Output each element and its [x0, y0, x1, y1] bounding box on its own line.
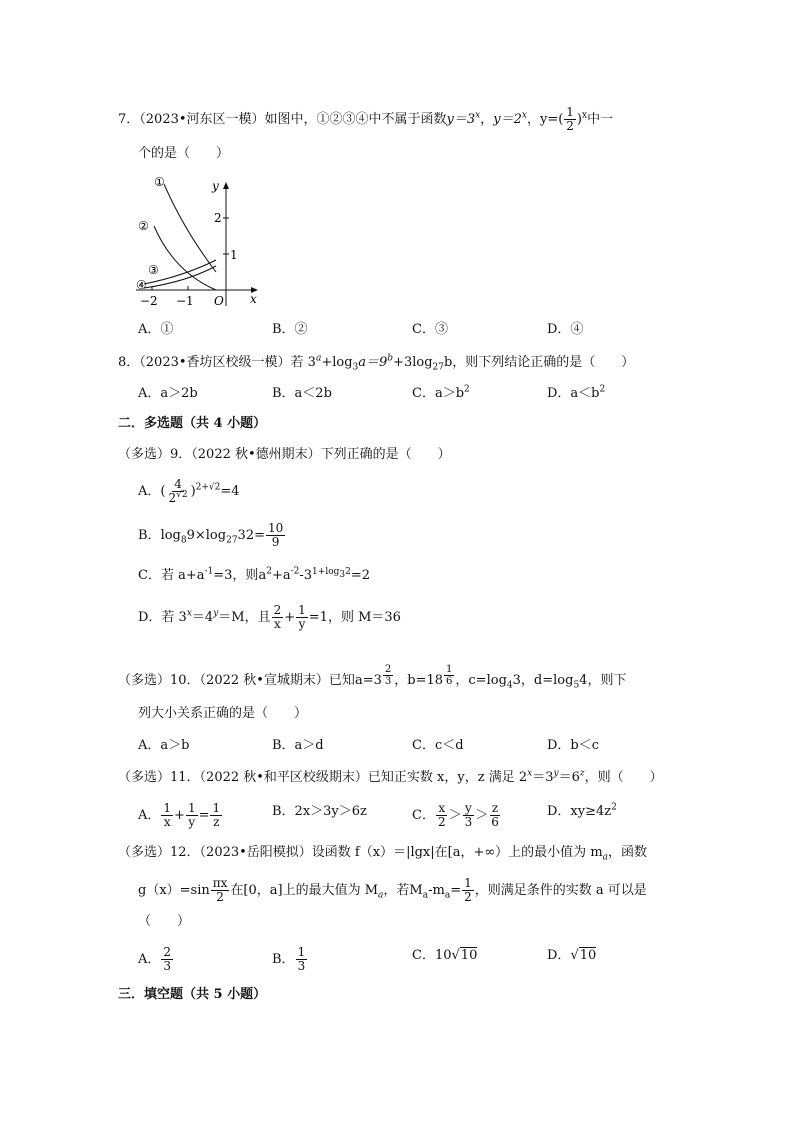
q7-sep2: ，: [526, 112, 540, 127]
q10-option-d: D．b＜c: [547, 738, 600, 753]
q10-a-exp: [383, 664, 393, 687]
q12-option-b: [272, 946, 308, 973]
q7-option-b: B．②: [272, 322, 308, 337]
q12-M: M: [409, 883, 423, 898]
frac-num: z: [491, 801, 499, 815]
q11-stem: [118, 768, 663, 788]
q10-d-sub: 5: [573, 680, 580, 691]
q8-tail: b，则下列结论正确的是（ ）: [443, 355, 635, 370]
q11-c-frac2: [463, 802, 475, 829]
q8-mid3: +3log: [393, 355, 433, 370]
frac-num: 1: [566, 105, 574, 119]
q9-d-text: D．若 3: [138, 610, 187, 625]
q12-d-radicand: 10: [579, 948, 597, 963]
q10-d-tail: 4，则下: [579, 673, 627, 688]
q12-half-frac: [462, 877, 474, 904]
q8-exp-b: b: [387, 353, 394, 364]
q7-func3: y=(: [539, 112, 564, 127]
graph-label-3: ③: [148, 263, 159, 277]
q8-mid2: a＝9: [358, 355, 388, 370]
frac-num: 2: [163, 945, 172, 959]
q9-b-sub1: 8: [180, 535, 187, 546]
frac-num: 1: [212, 801, 221, 815]
curve-2: [154, 226, 216, 290]
q10-option-a: A．a＞b: [138, 738, 190, 753]
q12-c-pre: 10: [434, 948, 452, 963]
q12-c-label: C．: [412, 948, 435, 963]
q10-a-def: a=3: [354, 673, 382, 688]
q11-stem-text: （多选）11．（2022 秋•和平区校级期末）已知正实数 x，y，z 满足 2: [118, 770, 528, 785]
graph-label-1: ①: [154, 175, 165, 189]
q11-c-gt2: ＞: [475, 808, 489, 823]
frac-den: y: [188, 815, 196, 829]
q8-option-b: B．a＜2b: [272, 386, 332, 401]
q12-a-label: A．: [138, 952, 161, 967]
frac-num: 10: [267, 521, 284, 535]
q10-stem: [118, 664, 626, 691]
q10-d-def: d=log: [533, 673, 574, 688]
q8-exp-a: a: [315, 353, 322, 364]
frac-den: 3: [384, 676, 392, 687]
q8-d-exp: 2: [599, 384, 606, 395]
q10-comma1: ，: [394, 673, 408, 688]
graph-tick-m1: −1: [176, 294, 194, 308]
y-axis-arrow: [223, 182, 229, 189]
frac-num: y: [465, 801, 472, 815]
q10-comma2: ，: [455, 673, 469, 688]
q12-sub-a3: a: [422, 890, 429, 901]
q7-func2-exp: x: [521, 110, 527, 121]
q7-func3-frac: [564, 106, 576, 133]
q12-line3: （ ）: [138, 914, 191, 929]
q10-stem1: （多选）10．（2022 秋•宣城期末）已知: [118, 673, 355, 688]
graph-origin: O: [214, 294, 224, 308]
q9-d-mid2: ＝M，且: [218, 610, 271, 625]
q11-a-frac2: [186, 802, 198, 829]
q12-g-tail: ，则满足条件的实数 a 可以是: [474, 883, 647, 898]
q12-g-mid2: ，若: [383, 883, 410, 898]
q9-option-b: [138, 522, 286, 549]
frac-num: 1: [446, 664, 453, 675]
q9-d-frac2: [296, 604, 308, 631]
q12-g-mid: 在[0，a]上的最大值为 M: [230, 883, 379, 898]
graph-y-label: y: [212, 179, 219, 193]
q12-line1-text: （多选）12．（2023•岳阳模拟）设函数 f（x）＝|lgx|在[a，+∞）上的最小值为 m: [118, 845, 603, 860]
q7-option-a: A．①: [138, 322, 174, 337]
q9-b-label: B．: [138, 528, 161, 543]
q8-c-text: C．a＞b: [412, 386, 465, 401]
q8-sub3: 3: [352, 362, 359, 373]
q9-d-mid: ＝4: [191, 610, 214, 625]
frac-den: 3: [297, 959, 306, 973]
q9-c-a: a: [258, 568, 267, 583]
curve-1: [164, 184, 216, 272]
q9-c-exp1: -1: [204, 566, 214, 577]
q8-c-exp: 2: [464, 384, 470, 395]
q9-a-den-exp: √2: [176, 490, 188, 500]
q8-option-d: [547, 384, 605, 404]
q11-option-b: B．2x＞3y＞6z: [272, 804, 367, 819]
q10-line2: 列大小关系正确的是（ ）: [138, 706, 308, 721]
q8-option-c: [412, 384, 470, 404]
q9-c-minus: -3: [299, 568, 313, 583]
frac-num: x: [438, 801, 446, 815]
q12-sub-a4: a: [444, 890, 451, 901]
q11-e3: z: [579, 768, 585, 779]
q11-e2: y: [553, 768, 559, 779]
q7-func2: y＝2: [493, 112, 522, 127]
q11-c-gt1: ＞: [448, 808, 462, 823]
q9-a-label: A．: [138, 484, 161, 499]
q12-eq: =: [450, 883, 462, 898]
frac-den: x: [163, 815, 171, 829]
q10-b-def: b=18: [407, 673, 444, 688]
graph-tick-m2: −2: [140, 294, 158, 308]
frac-den: 2: [566, 119, 574, 133]
frac-den: 2: [464, 890, 472, 904]
section-2-heading: 二．多选题（共 4 小题）: [118, 416, 267, 431]
q9-option-d: [138, 604, 401, 631]
graph-label-4: ④: [136, 278, 147, 292]
q12-b-frac: [296, 946, 308, 973]
q11-option-a: [138, 802, 223, 829]
q12-sub-a1: a: [602, 852, 609, 863]
q11-option-c: [412, 802, 502, 829]
q9-a-exp: 2+√2: [195, 482, 221, 493]
q9-d-exp2: y: [213, 608, 219, 619]
frac-den: x: [274, 617, 281, 631]
q11-a-frac1: [161, 802, 173, 829]
q7-func1-exp: x: [475, 110, 481, 121]
q7-func1: y＝3: [446, 112, 476, 127]
q9-c-exp2: 2: [266, 566, 272, 577]
frac-num: 1: [298, 603, 306, 617]
frac-den: 9: [271, 535, 280, 549]
q12-a-frac: [161, 946, 173, 973]
q7-line2: 个的是（ ）: [138, 146, 230, 161]
q9-c-text: C．若 a+a: [138, 568, 205, 583]
q9-b-sub2: 27: [226, 535, 238, 546]
q11-e1: x: [527, 768, 533, 779]
q7-graph: [132, 172, 262, 310]
q11-m2: ＝6: [558, 770, 580, 785]
graph-tick-2: 2: [214, 211, 222, 225]
q7-option-c: C．③: [412, 322, 448, 337]
frac-den: z: [213, 815, 220, 829]
frac-num: 1: [464, 876, 472, 890]
q12-line1: [118, 843, 647, 863]
graph-tick-1: 1: [230, 248, 238, 262]
q10-c-tail: 3，: [512, 673, 534, 688]
q9-c-exp4-text: 1+log: [312, 566, 340, 577]
q8-sub27: 27: [432, 362, 444, 373]
q9-c-exp4: [312, 566, 351, 580]
frac-den: [166, 492, 189, 505]
q10-option-c: C．c＜d: [412, 738, 464, 753]
graph-label-2: ②: [138, 219, 149, 233]
q9-c-plus: +a: [271, 568, 291, 583]
q9-a-rhs: =4: [220, 484, 240, 499]
frac-num: 1: [187, 801, 196, 815]
q10-c-sub: 4: [506, 680, 513, 691]
frac-den: y: [298, 617, 306, 631]
q9-a-den-base: 2: [168, 491, 177, 505]
q9-a-frac: [166, 478, 189, 505]
frac-num: πx: [212, 876, 228, 890]
q10-option-b: B．a＞d: [272, 738, 324, 753]
q12-option-d: D．√10: [547, 948, 597, 963]
q9-d-frac1: [272, 604, 284, 631]
q12-g-text: g（x）=sin: [138, 883, 210, 898]
q8-option-a: A．a＞2b: [138, 386, 198, 401]
graph-x-label: x: [250, 292, 257, 306]
q9-d-plus: +: [284, 610, 296, 625]
q9-c-exp4-sub: 3: [339, 569, 346, 580]
frac-den: 6: [491, 815, 499, 829]
frac-den: 3: [464, 815, 473, 829]
q9-b-mid: 9×log: [186, 528, 227, 543]
q7-sep1: ，: [480, 112, 494, 127]
frac-num: 1: [297, 945, 306, 959]
q11-a-frac3: [210, 802, 222, 829]
q11-a-eq: =: [198, 808, 210, 823]
q11-a-label: A．: [138, 808, 161, 823]
q8-stem: [118, 353, 634, 373]
q8-mid1: +log: [321, 355, 353, 370]
frac-num: 2: [273, 603, 282, 617]
q9-c-rhs: =2: [350, 568, 371, 583]
q7-line1: [118, 106, 613, 133]
q11-c-label: C．: [412, 808, 435, 823]
frac-num: 2: [384, 664, 392, 675]
q12-c-radicand: 10: [460, 948, 478, 963]
frac-den: 3: [163, 959, 172, 973]
q12-line1-tail: ，函数: [608, 845, 648, 860]
q7-func3-exp: x: [582, 110, 588, 121]
frac-den: 2: [216, 890, 224, 904]
q11-d-exp: 2: [611, 802, 617, 813]
q9-stem: （多选）9．（2022 秋•德州期末）下列正确的是（ ）: [118, 447, 451, 462]
q12-sub-a2: a: [378, 890, 384, 901]
q11-c-frac1: [436, 802, 448, 829]
q11-a-plus: +: [174, 808, 185, 823]
frac-num: 4: [174, 477, 182, 491]
q12-b-label: B．: [272, 952, 295, 967]
q12-g-frac: [211, 877, 230, 904]
q9-c-exp4-tail: 2: [345, 566, 351, 577]
q11-c-frac3: [489, 802, 501, 829]
q9-option-a: A．( $\frac{4}{2^{√2}}$ )$^{2+√2}$=4: [138, 477, 240, 505]
q7-suffix: 中一: [587, 112, 614, 127]
q12-option-c: C．10√10: [412, 948, 478, 963]
q10-c-def: c=log: [468, 673, 507, 688]
q12-minus-m: -m: [428, 883, 445, 898]
q9-option-c: [138, 566, 370, 586]
q9-d-exp1: x: [186, 608, 192, 619]
q11-option-d: [547, 802, 617, 822]
frac-num: 1: [163, 801, 172, 815]
q12-line2: [138, 877, 647, 904]
q9-d-tail: =1，则 M＝36: [308, 610, 401, 625]
q9-c-exp3: -2: [290, 566, 300, 577]
q7-prefix: 7．（2023•河东区一模）如图中，①②③④中不属于函数: [118, 112, 447, 127]
q12-option-a: [138, 946, 174, 973]
q9-b-text: log: [160, 528, 181, 543]
q9-b-mid2: 32=: [237, 528, 265, 543]
q11-d-text: D．xy≥4z: [547, 804, 612, 819]
q11-m1: ＝3: [532, 770, 554, 785]
section-3-heading: 三．填空题（共 5 小题）: [118, 987, 267, 1002]
q9-b-frac: [266, 522, 285, 549]
q8-text: 8．（2023•香坊区校级一模）若 3: [118, 355, 316, 370]
q11-tail: ，则（ ）: [584, 770, 663, 785]
q8-d-text: D．a＜b: [547, 386, 600, 401]
frac-den: 6: [446, 676, 453, 687]
q10-b-exp: [444, 664, 454, 687]
frac-den: 2: [437, 815, 446, 829]
q7-option-d: D．④: [547, 322, 584, 337]
q7-func3-close: ): [576, 112, 582, 127]
q9-c-mid: =3，则: [213, 568, 259, 583]
q12-d-label: D．: [547, 948, 571, 963]
